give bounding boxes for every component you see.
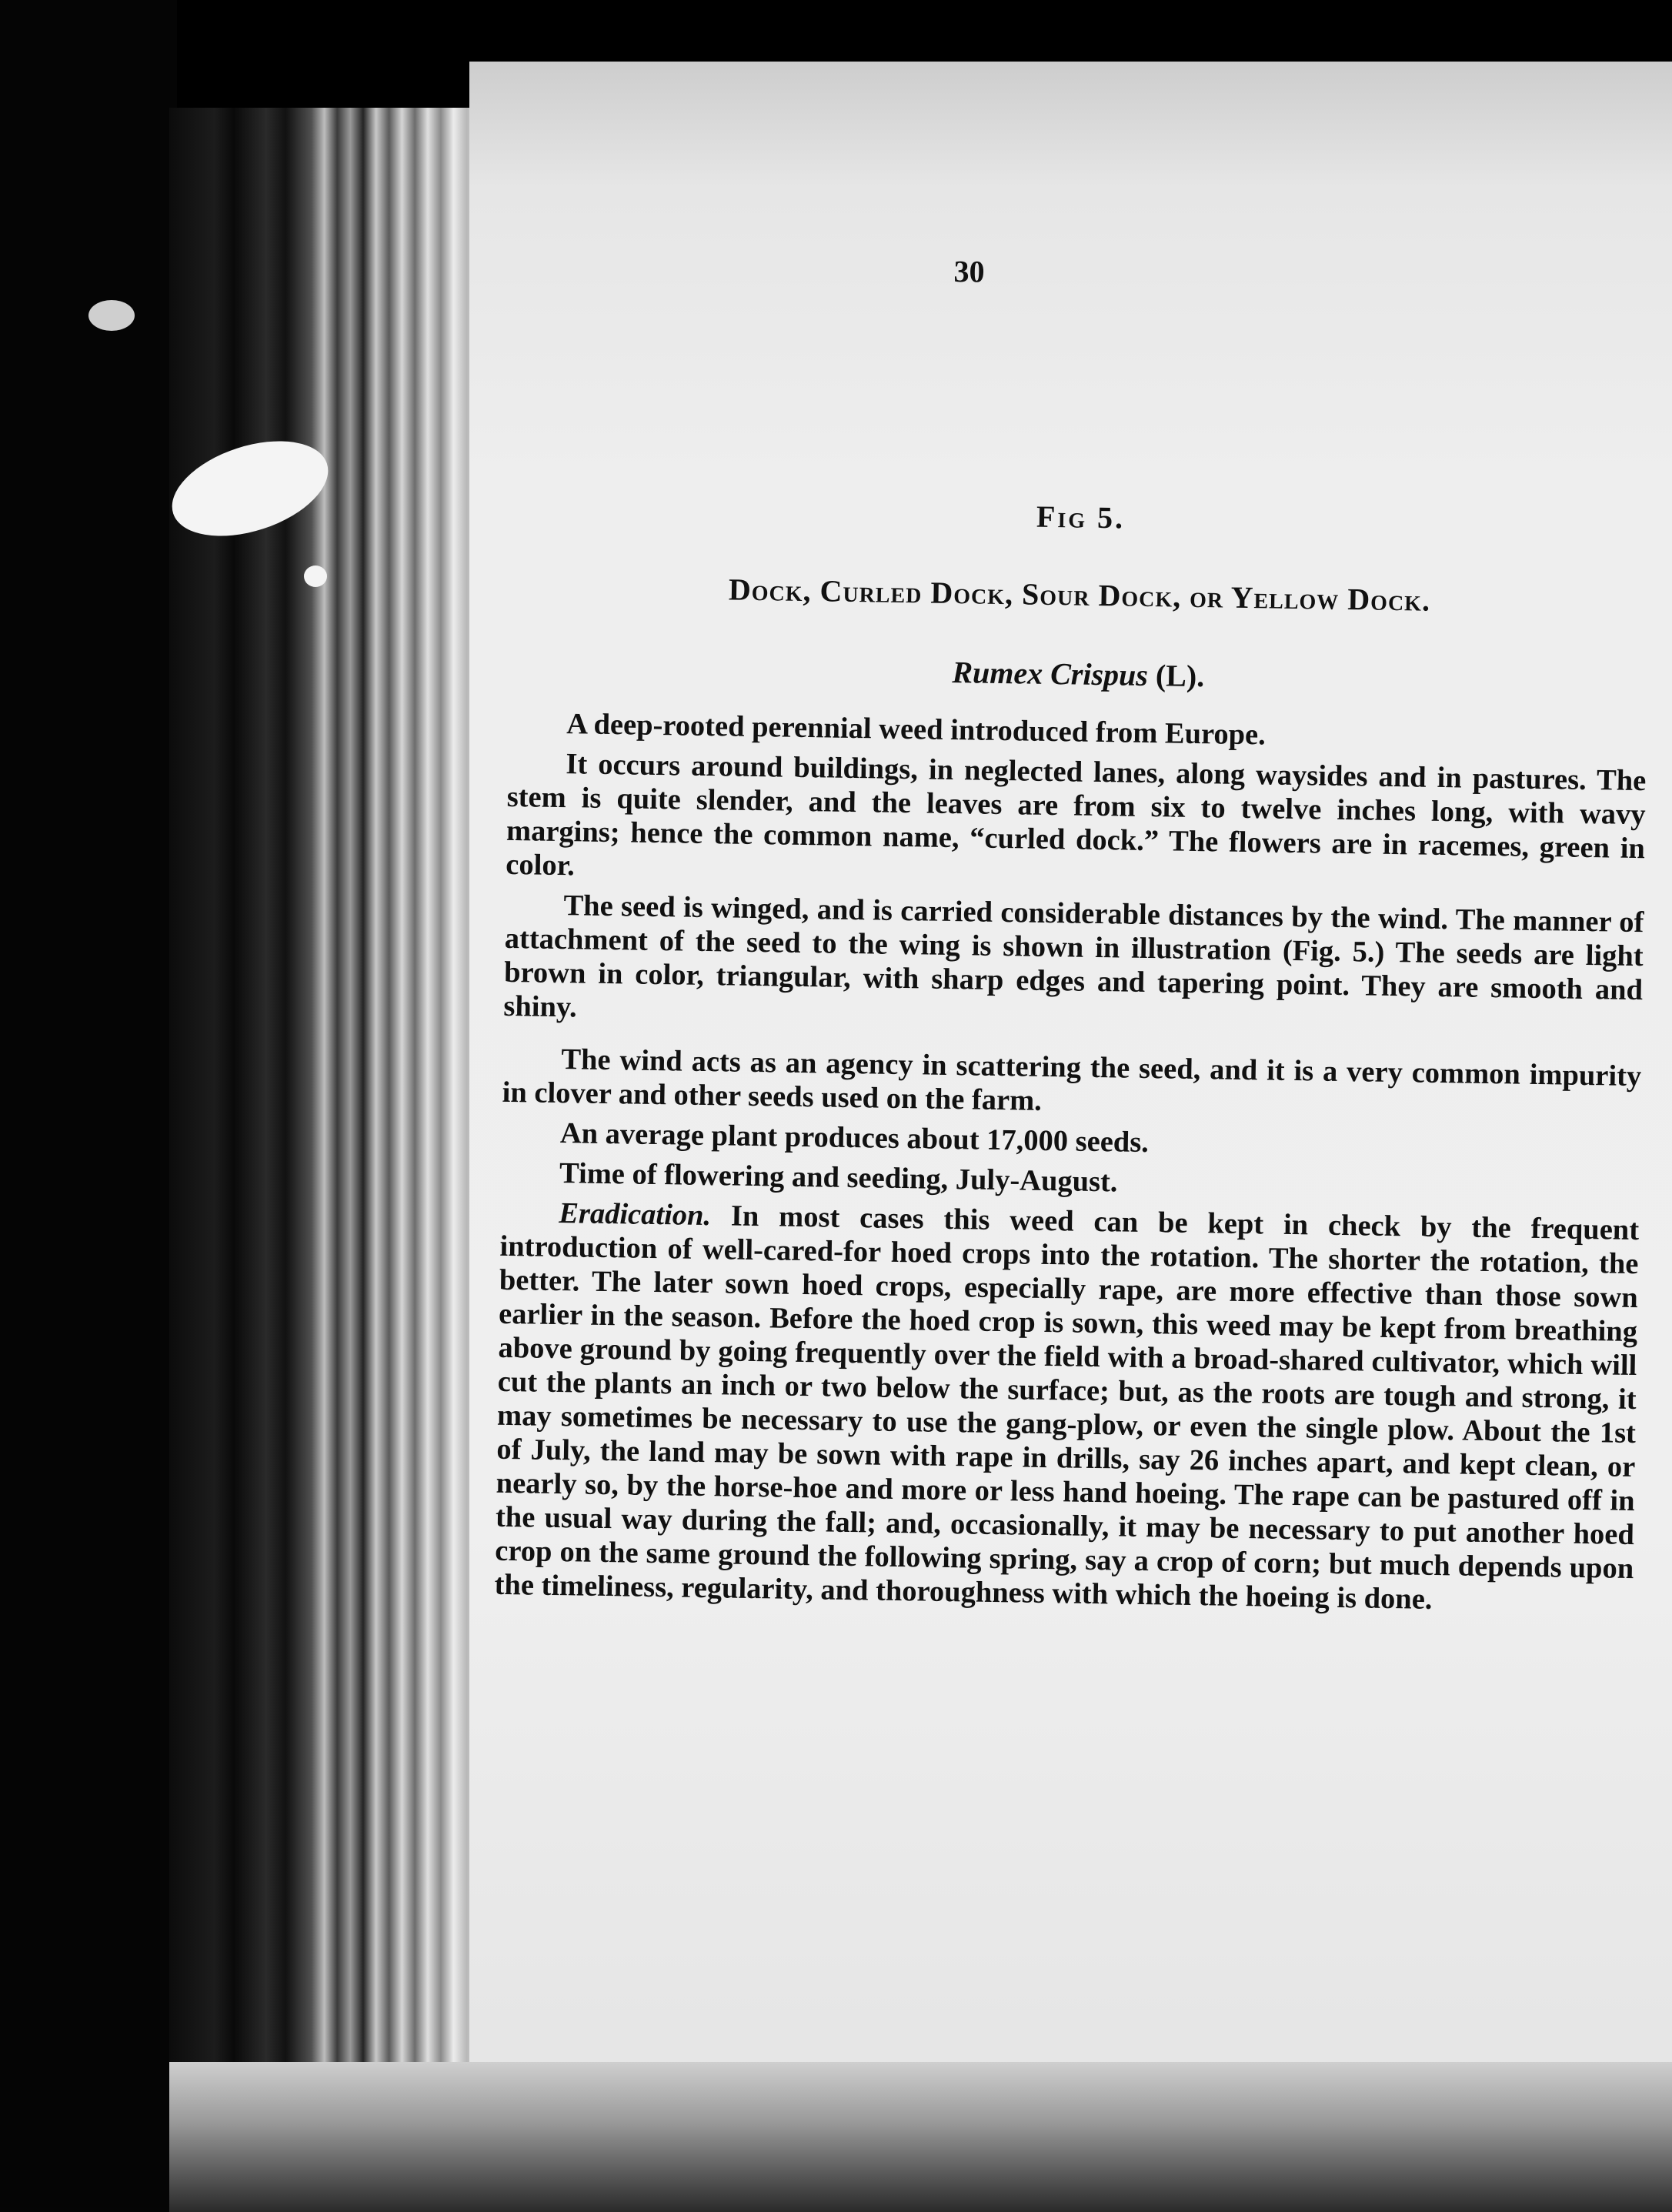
scan-margin — [0, 0, 177, 2212]
paragraph-eradication — [494, 1196, 1639, 1620]
latin-name-italic: Rumex Crispus — [952, 654, 1149, 692]
paragraph: An average plant produces about 17,000 seeds. — [559, 1117, 1150, 1159]
scan-artifact — [304, 566, 327, 587]
scan-artifact — [88, 300, 135, 331]
paragraph: It occurs around buildings, in neglected lanes, along waysides and in pastures. The stem is quite slender, and the leaves are from six to twelve inches long, with wavy margins; hence the common name, “curled dock.” The flowers are in racemes, green in color. — [506, 748, 1647, 882]
paragraph: A deep-rooted perennial weed introduced from Europe. — [566, 708, 1267, 752]
section-title: Dock, Curled Dock, Sour Dock, or Yellow Dock. — [728, 572, 1431, 618]
book-bottom-edge — [169, 2062, 1672, 2212]
book-page-edges — [169, 108, 492, 2077]
latin-name — [509, 647, 1648, 701]
latin-authority: (L). — [1147, 657, 1205, 694]
figure-label: Fig 5. — [1036, 499, 1126, 535]
eradication-text: In most cases this weed can be kept in check by the frequent introduction of well-cared-for hoed crops into the rotation. The shorter the rotation, the better. The later sown hoed crops, especially rape, are more effective than those sown earlier in the season. Before the hoed crop is sown, this weed may be kept from breathing above ground by going frequently over the field with a broad-shared cultivator, which will cut the plants an inch or two below the surface; but, as the roots are tough and strong, it may sometimes be necessary to use the gang-plow, or even the single plow. About the 1st of July, the land may be sown with rape in drills, say 26 inches apart, and kept clean, or nearly so, by the horse-hoe and more or less hand hoeing. The rape can be pastured off in the usual way during the fall; and, occasionally, it may be necessary to put another hoed crop on the same ground the following spring, say a crop of corn; but much depends upon the timeliness, regularity, and thoroughness with which the hoeing is done. — [494, 1199, 1640, 1616]
page-number: 30 — [953, 253, 985, 289]
eradication-heading: Eradication. — [558, 1197, 712, 1233]
paragraph: The wind acts as an agency in scattering the seed, and it is a very common impurity in clover and other seeds used on the farm. — [502, 1043, 1642, 1117]
paragraph: Time of flowering and seeding, July-August. — [559, 1157, 1118, 1199]
paragraph: The seed is winged, and is carried considerable distances by the wind. The manner of attachment of the seed to the wing is shown in illustration (Fig. 5.) The seeds are light brown in color, triangular, with sharp edges and tapering point. They are smooth and shiny. — [503, 889, 1644, 1024]
body-text — [494, 706, 1647, 1620]
page-content — [494, 246, 1654, 1626]
